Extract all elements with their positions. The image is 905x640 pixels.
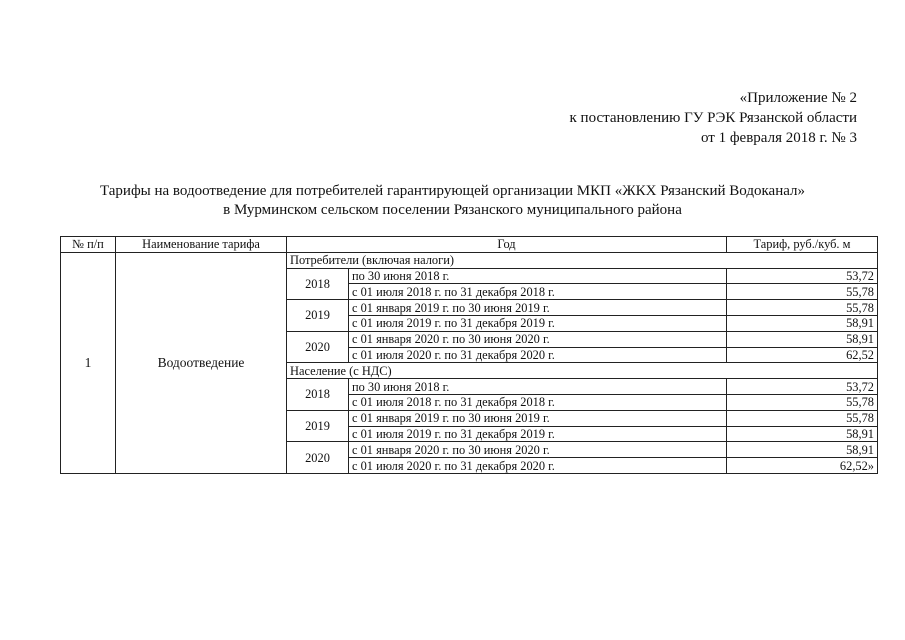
tariff-table [60, 236, 878, 474]
year-cell: 2018 [287, 379, 349, 411]
year-cell: 2020 [287, 442, 349, 474]
period-cell: по 30 июня 2018 г. [349, 268, 727, 284]
tariff-cell: 55,78 [727, 300, 878, 316]
table-body [61, 252, 878, 473]
tariff-cell: 55,78 [727, 394, 878, 410]
tariff-cell: 58,91 [727, 331, 878, 347]
header-num: № п/п [61, 237, 116, 253]
tariff-cell: 58,91 [727, 426, 878, 442]
tariff-cell: 55,78 [727, 284, 878, 300]
annex-line: «Приложение № 2 [739, 90, 857, 106]
tariff-cell: 58,91 [727, 442, 878, 458]
header-tariff: Тариф, руб./куб. м [727, 237, 878, 253]
title-line: Тарифы на водоотведение для потребителей гарантирующей организации МКП «ЖКХ Рязанский Водоканал» [99, 183, 806, 199]
tariff-name: Водоотведение [116, 252, 287, 473]
period-cell: с 01 июля 2019 г. по 31 декабря 2019 г. [349, 315, 727, 331]
period-cell: с 01 июля 2020 г. по 31 декабря 2020 г. [349, 347, 727, 363]
period-cell: с 01 января 2020 г. по 30 июня 2020 г. [349, 331, 727, 347]
tariff-cell: 53,72 [727, 379, 878, 395]
title-line: в Мурминском сельском поселении Рязанского муниципального района [223, 202, 682, 218]
period-cell: с 01 июля 2020 г. по 31 декабря 2020 г. [349, 458, 727, 474]
period-cell: с 01 июля 2018 г. по 31 декабря 2018 г. [349, 284, 727, 300]
period-cell: по 30 июня 2018 г. [349, 379, 727, 395]
tariff-cell: 55,78 [727, 410, 878, 426]
period-cell: с 01 января 2019 г. по 30 июня 2019 г. [349, 410, 727, 426]
tariff-cell: 62,52 [727, 347, 878, 363]
tariff-cell: 53,72 [727, 268, 878, 284]
tariff-cell: 62,52» [727, 458, 878, 474]
annex-heading [570, 88, 857, 148]
row-number: 1 [61, 252, 116, 473]
group-row [61, 252, 878, 268]
period-cell: с 01 июля 2018 г. по 31 декабря 2018 г. [349, 394, 727, 410]
year-cell: 2019 [287, 410, 349, 442]
group-label: Население (с НДС) [287, 363, 878, 379]
year-cell: 2018 [287, 268, 349, 300]
period-cell: с 01 января 2020 г. по 30 июня 2020 г. [349, 442, 727, 458]
year-cell: 2020 [287, 331, 349, 363]
table-header-row [61, 237, 878, 253]
year-cell: 2019 [287, 300, 349, 332]
header-name: Наименование тарифа [116, 237, 287, 253]
document-title [0, 182, 905, 220]
header-year: Год [287, 237, 727, 253]
annex-line: от 1 февраля 2018 г. № 3 [700, 130, 857, 146]
group-label: Потребители (включая налоги) [287, 252, 878, 268]
period-cell: с 01 июля 2019 г. по 31 декабря 2019 г. [349, 426, 727, 442]
period-cell: с 01 января 2019 г. по 30 июня 2019 г. [349, 300, 727, 316]
annex-line: к постановлению ГУ РЭК Рязанской области [569, 110, 857, 126]
tariff-cell: 58,91 [727, 315, 878, 331]
